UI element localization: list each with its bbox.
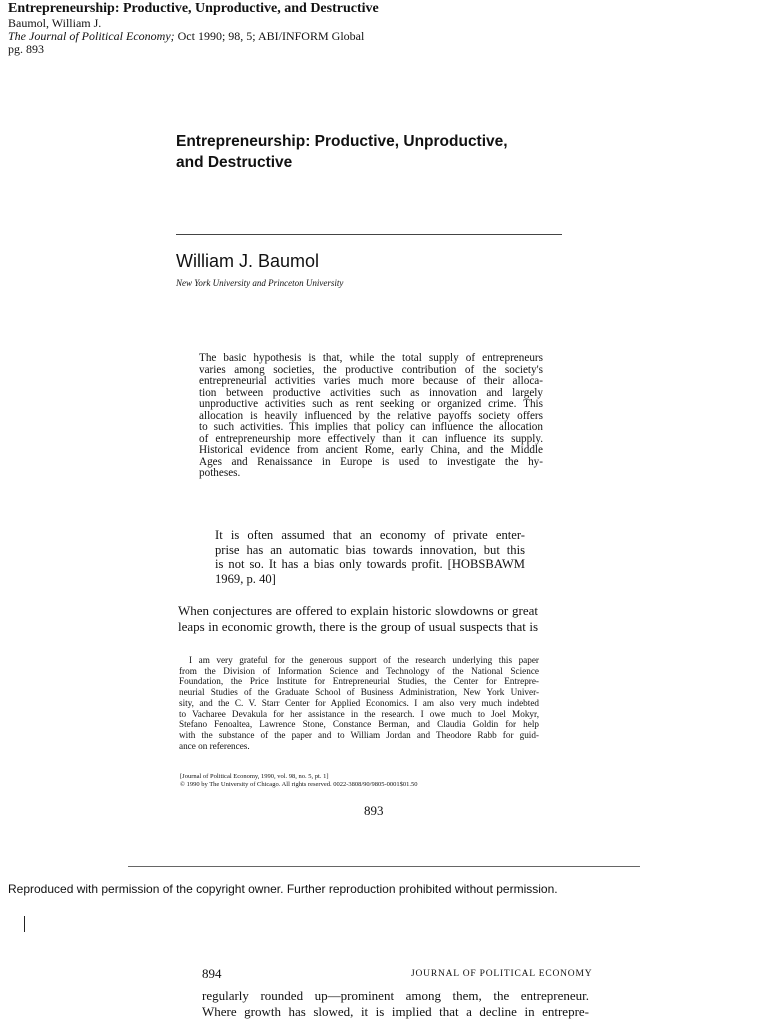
article-title-line: and Destructive: [176, 154, 293, 171]
footnote-line: neurial Studies of the Graduate School of Business Administration, New York Univer-: [179, 687, 539, 698]
body-line: Where growth has slowed, it is implied that a decline in entrepre-: [202, 1004, 589, 1019]
journal-reference-line: [Journal of Political Economy, 1990, vol. 98, no. 5, pt. 1]: [180, 773, 329, 780]
text-cursor: [24, 916, 25, 932]
abstract-line: unproductive activities such as rent seeking or organized crime. This: [199, 398, 543, 410]
abstract-line: tion between productive activities such as innovation and largely: [199, 386, 543, 399]
page-break-divider: [128, 866, 640, 867]
author-affiliation: New York University and Princeton University: [176, 278, 344, 288]
article-author: William J. Baumol: [176, 251, 320, 271]
abstract-line: to such activities. This implies that policy can influence the allocation: [199, 421, 543, 433]
abstract: [199, 353, 543, 480]
journal-reference-line: © 1990 by The University of Chicago. All rights reserved. 0022-3808/90/9805-0001$01.50: [180, 781, 418, 788]
epigraph-line: is not so. It has a bias only towards profit. [HOBSBAWM: [215, 557, 525, 571]
epigraph-line: 1969, p. 40]: [215, 571, 276, 586]
page-number: 894: [202, 966, 222, 981]
abstract-line: potheses.: [199, 467, 241, 479]
abstract-line: Ages and Renaissance in Europe is used to investigate the hy-: [199, 455, 543, 468]
footnote-line: ance on references.: [179, 740, 250, 751]
article-title-line: Entrepreneurship: Productive, Unproductive,: [176, 133, 508, 150]
title-divider: [176, 234, 562, 235]
abstract-line: allocation is heavily influenced by the relative payoffs society offers: [199, 409, 543, 422]
abstract-line: The basic hypothesis is that, while the total supply of entrepreneurs: [199, 352, 543, 364]
citation-journal-name: The Journal of Political Economy;: [8, 29, 175, 43]
page2-paragraph: [202, 988, 589, 1020]
epigraph-line: prise has an automatic bias towards innovation, but this: [215, 542, 525, 557]
footnote-line: with the substance of the paper and to William Jordan and Theodore Rabb for guid-: [179, 729, 539, 740]
epigraph-line: It is often assumed that an economy of private enter-: [215, 528, 525, 542]
footnote-line: Foundation, the Price Institute for Entrepreneurial Studies, the Center for Entrepre-: [179, 676, 539, 687]
body-line: When conjectures are offered to explain historic slowdowns or great: [178, 603, 538, 618]
abstract-line: entrepreneurial activities varies much more because of their alloca-: [199, 375, 543, 387]
footnote-line: to Vacharee Devakula for her assistance in the research. I owe much to Joel Mokyr,: [179, 708, 539, 719]
footnote-line: sity, and the C. V. Starr Center for Applied Economics. I am also very much indebted: [179, 697, 539, 708]
abstract-line: varies among societies, the productive contribution of the society's: [199, 363, 543, 376]
abstract-line: Historical evidence from ancient Rome, early China, and the Middle: [199, 444, 543, 456]
citation-page: pg. 893: [8, 42, 44, 56]
body-paragraph: [178, 603, 538, 635]
journal-reference: [180, 773, 418, 789]
page-number: 893: [364, 803, 384, 818]
footnote-line: I am very grateful for the generous support of the research underlying this paper: [189, 655, 539, 665]
permission-notice: Reproduced with permission of the copyright owner. Further reproduction prohibited without permission.: [8, 882, 558, 896]
abstract-line: of entrepreneurship more effectively than it can influence its supply.: [199, 432, 543, 445]
running-head: JOURNAL OF POLITICAL ECONOMY: [411, 969, 593, 979]
body-line: regularly rounded up—prominent among them, the entrepreneur.: [202, 988, 589, 1003]
footnote-line: from the Division of Information Science and Technology of the National Science: [179, 665, 539, 676]
citation-authors: Baumol, William J.: [8, 16, 102, 30]
footnote-line: Stefano Fenoaltea, Lawrence Stone, Constance Berman, and Claudia Goldin for help: [179, 719, 539, 730]
citation-journal-details: Oct 1990; 98, 5; ABI/INFORM Global: [174, 29, 365, 43]
citation-title: Entrepreneurship: Productive, Unproductive, and Destructive: [8, 1, 379, 16]
body-line: leaps in economic growth, there is the group of usual suspects that is: [178, 619, 538, 634]
citation-journal: [8, 29, 364, 44]
acknowledgement-footnote: [179, 655, 539, 751]
epigraph: [215, 528, 525, 586]
article-title: [176, 131, 596, 173]
